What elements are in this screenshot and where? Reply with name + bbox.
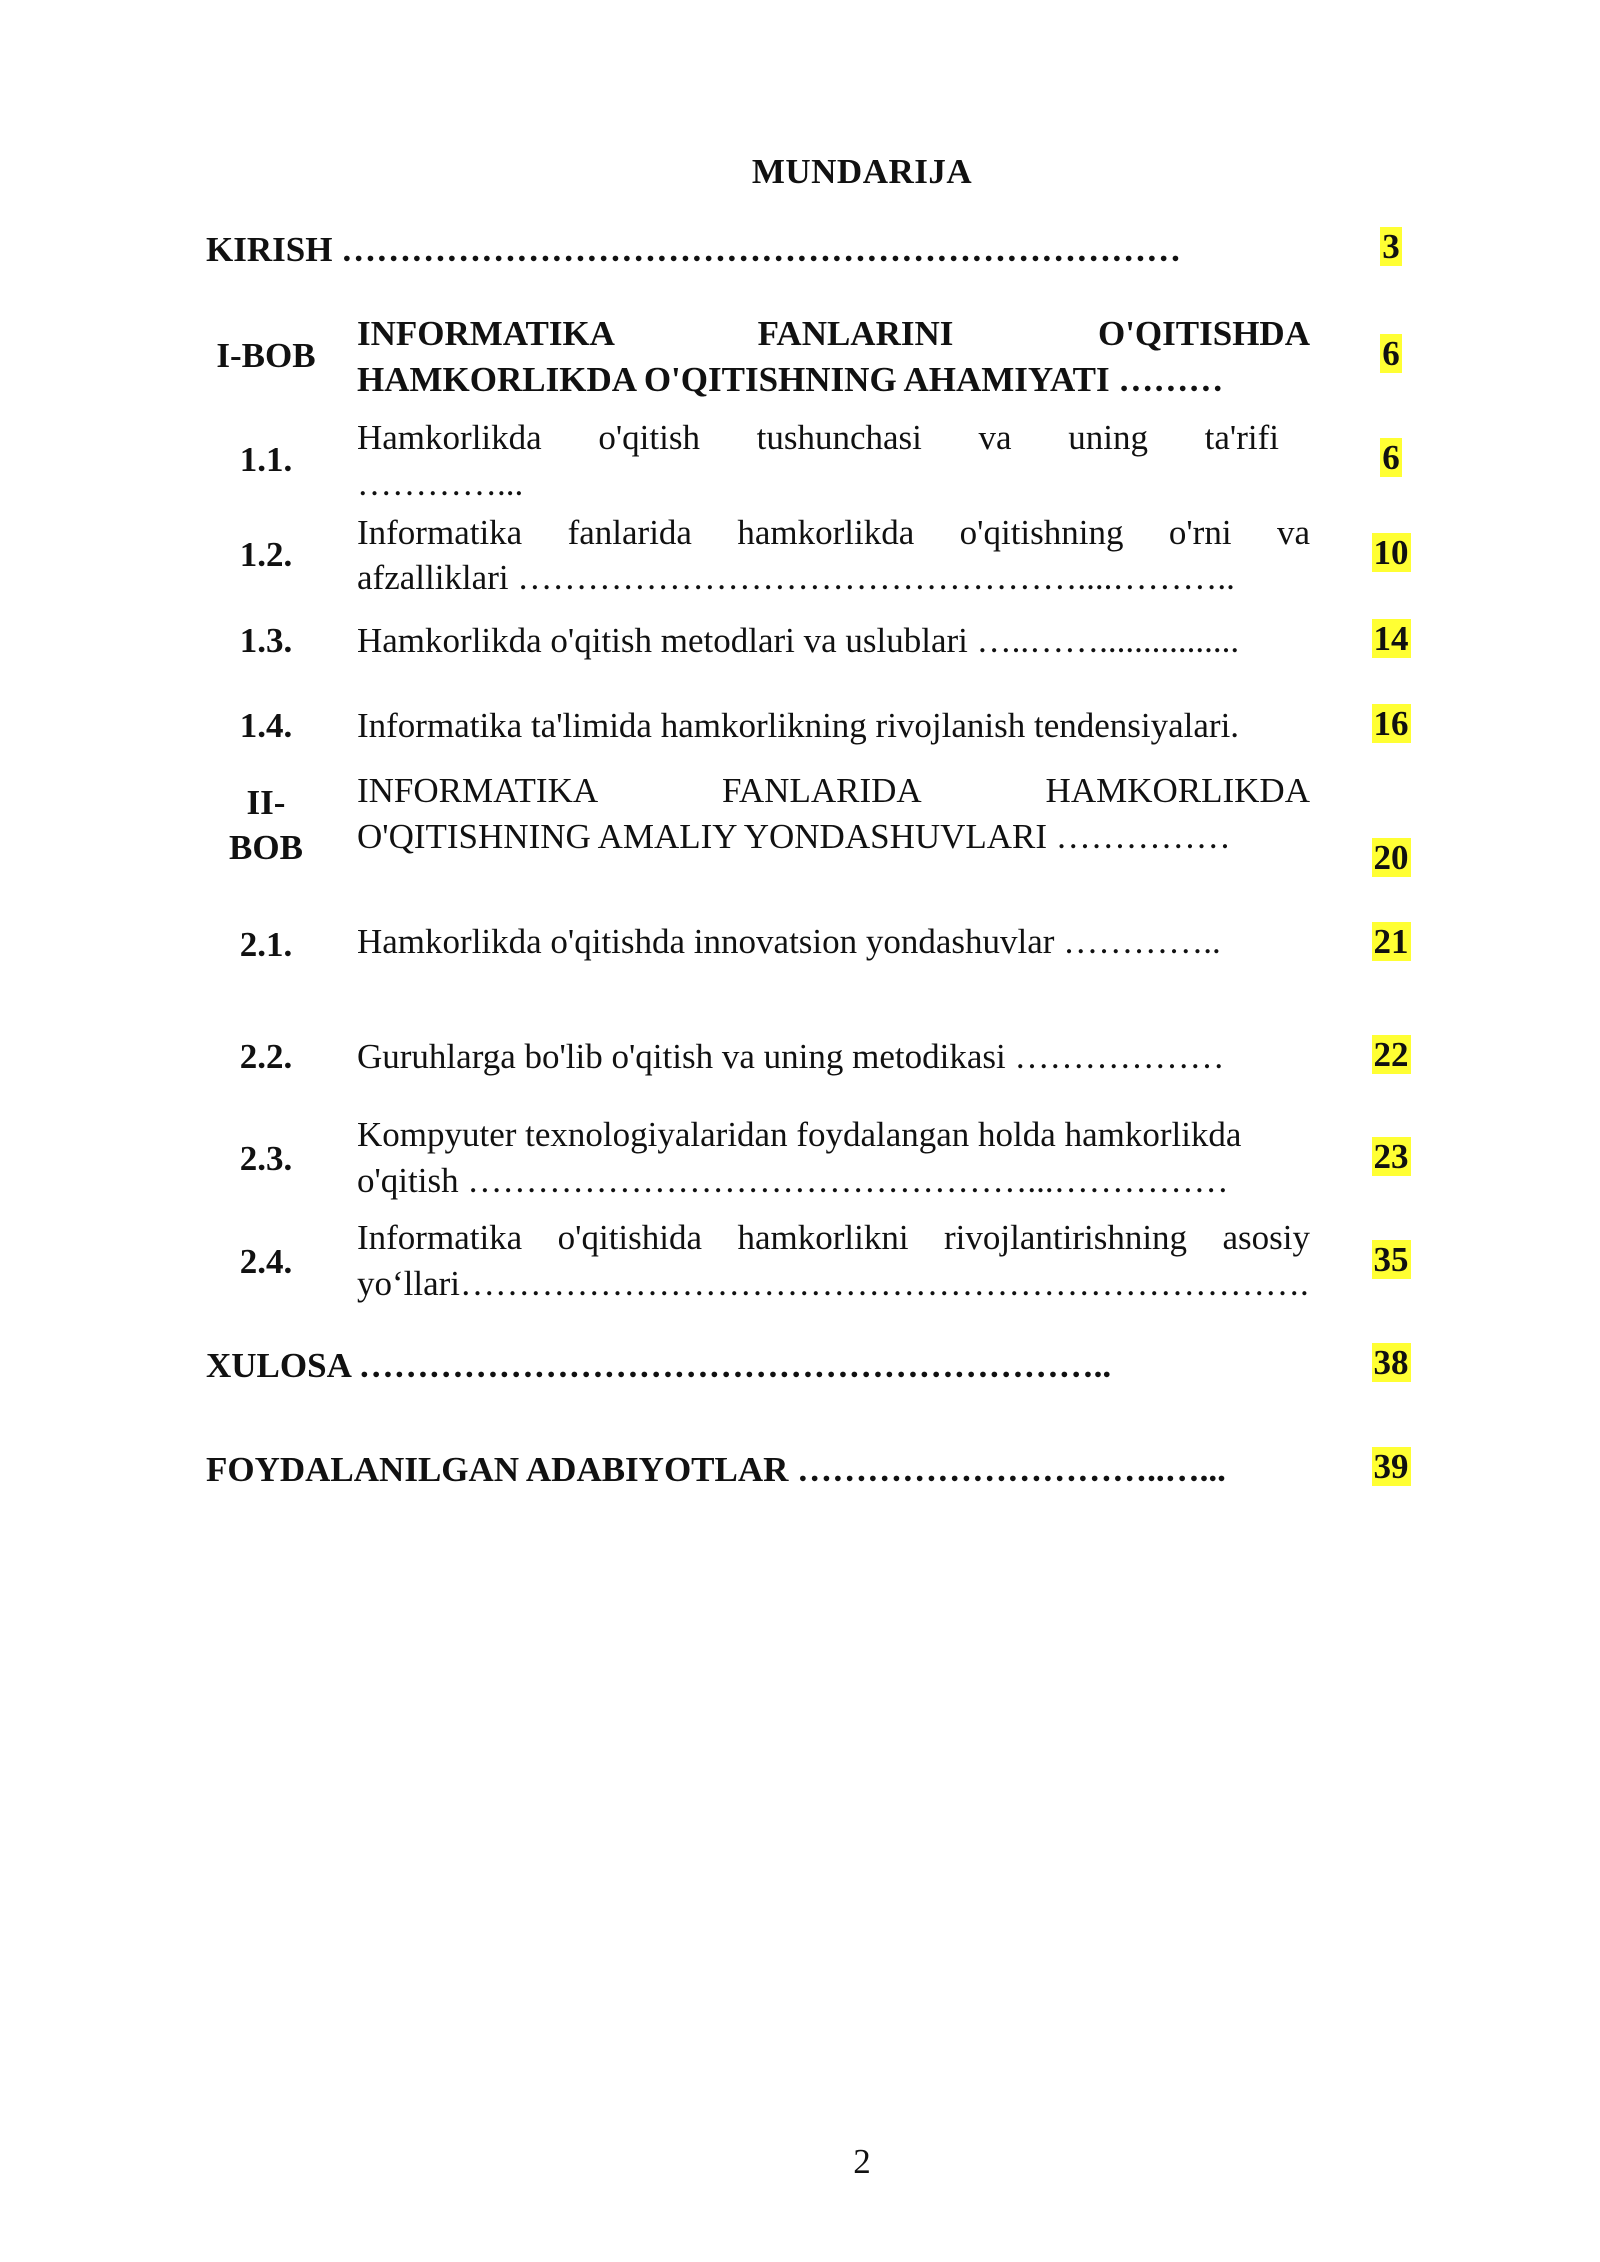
toc-page-number: 14 <box>1373 619 1409 658</box>
toc-page-number: 22 <box>1373 1035 1409 1074</box>
toc-label: XULOSA ……………………………………………………….. <box>206 1346 1112 1385</box>
toc-title: Hamkorlikda o'qitish metodlari va uslublari …..……................ <box>357 621 1240 660</box>
toc-number: 2.1. <box>239 925 293 964</box>
toc-title-line-1: Hamkorlikda o'qitish tushunchasi va uning ta'rifi <box>357 418 1279 457</box>
toc-number: 2.2. <box>239 1037 293 1076</box>
toc-page-number: 23 <box>1373 1137 1409 1176</box>
toc-title: Informatika ta'limida hamkorlikning rivojlanish tendensiyalari. <box>357 706 1240 745</box>
toc-page-number: 39 <box>1373 1447 1409 1486</box>
toc-title-line-2: HAMKORLIKDA O'QITISHNING AHAMIYATI ……… <box>357 360 1224 399</box>
toc-title-line-1: Informatika o'qitishida hamkorlikni rivojlantirishning asosiy <box>357 1218 1310 1257</box>
page-title: MUNDARIJA <box>751 152 973 191</box>
toc-title-line-2: o'qitish …………………………………………...…………… <box>357 1161 1229 1200</box>
toc-number-line-1: II- <box>246 783 286 822</box>
toc-page-number: 38 <box>1373 1343 1409 1382</box>
toc-page-number: 6 <box>1382 334 1400 373</box>
toc-number: 1.1. <box>239 440 293 479</box>
toc-page-number: 3 <box>1382 227 1400 266</box>
toc-number: 1.3. <box>239 621 293 660</box>
toc-page-number: 16 <box>1373 704 1409 743</box>
toc-number: 2.4. <box>239 1242 293 1281</box>
toc-number: 1.2. <box>239 535 293 574</box>
page-number: 2 <box>853 2142 871 2181</box>
toc-number: 1.4. <box>239 706 293 745</box>
toc-title-line-2: …………... <box>357 464 524 503</box>
toc-page-number: 21 <box>1373 922 1409 961</box>
toc-page-number: 35 <box>1373 1240 1409 1279</box>
toc-title-line-1: INFORMATIKA FANLARINI O'QITISHDA <box>357 314 1310 353</box>
toc-title-line-1: Informatika fanlarida hamkorlikda o'qitishning o'rni va <box>357 513 1310 552</box>
toc-page-number: 6 <box>1382 438 1400 477</box>
toc-number: 2.3. <box>239 1139 293 1178</box>
toc-label: FOYDALANILGAN ADABIYOTLAR …………………………..…... <box>206 1450 1226 1489</box>
toc-title: Hamkorlikda o'qitishda innovatsion yondashuvlar ………….. <box>357 922 1221 961</box>
toc-title-line-2: yo‘llari………………………………………………………………. <box>357 1264 1309 1303</box>
toc-title-line-2: O'QITISHNING AMALIY YONDASHUVLARI …………… <box>357 817 1231 856</box>
toc-page-number: 10 <box>1373 533 1409 572</box>
toc-number-line-2: BOB <box>229 828 303 867</box>
toc-title-line-1: INFORMATIKA FANLARIDA HAMKORLIKDA <box>357 771 1310 810</box>
toc-title: Guruhlarga bo'lib o'qitish va uning metodikasi ……………… <box>357 1037 1225 1076</box>
toc-number: I-BOB <box>216 336 316 375</box>
toc-label: KIRISH ……………………………………………………………… <box>206 230 1182 269</box>
toc-title-line-1: Kompyuter texnologiyalaridan foydalangan holda hamkorlikda <box>357 1115 1242 1154</box>
toc-title-line-2: afzalliklari …………………………………………....……….. <box>357 558 1235 597</box>
toc-page-number: 20 <box>1373 838 1409 877</box>
